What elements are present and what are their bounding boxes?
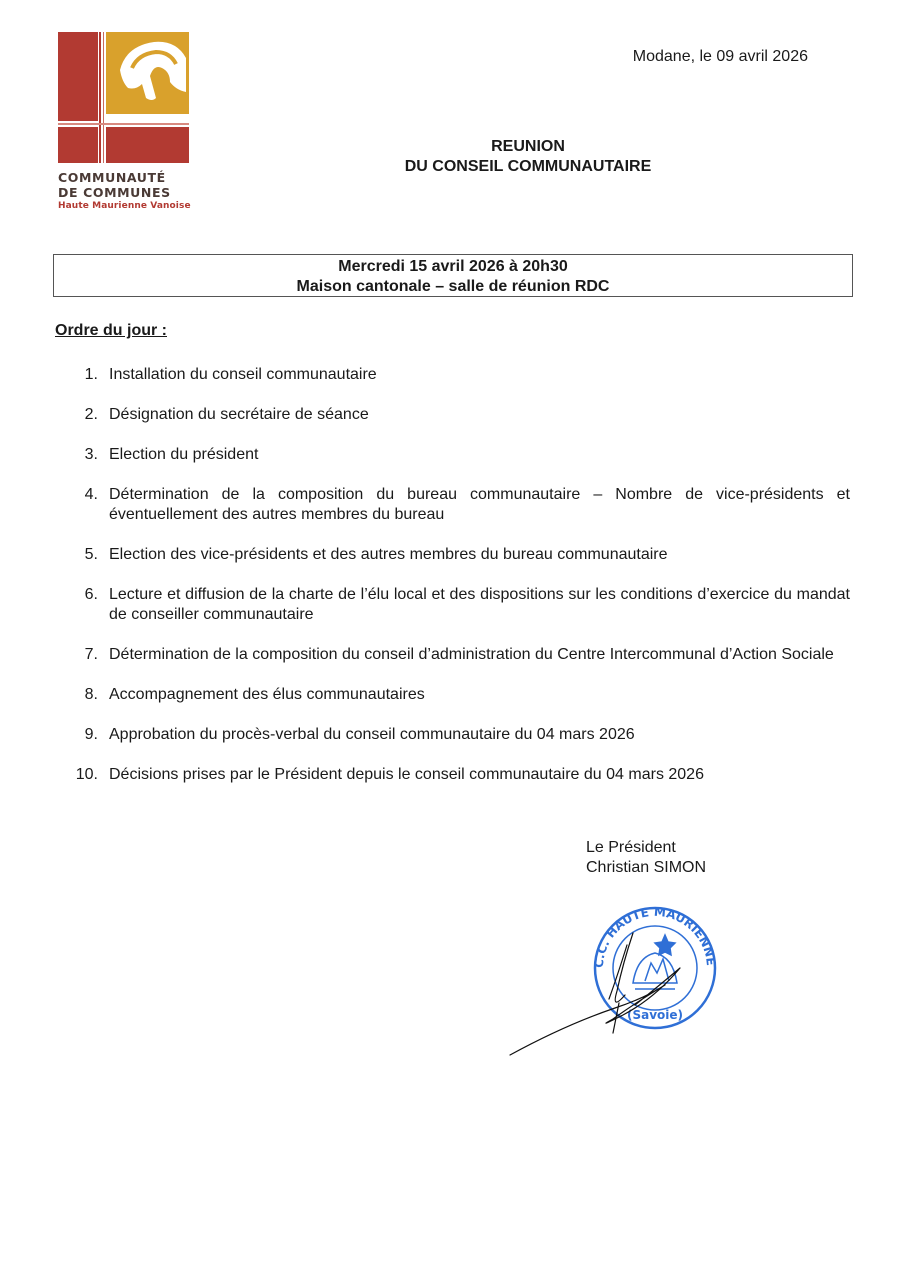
logo-subtitle: Haute Maurienne Vanoise [58, 201, 191, 211]
agenda-item-text: Installation du conseil communautaire [109, 366, 377, 383]
agenda-item [70, 645, 850, 665]
agenda-item [70, 545, 850, 565]
agenda-item-number: 6. [84, 586, 98, 603]
agenda-item-text: Election des vice-présidents et des autres membres du bureau communautaire [109, 546, 668, 563]
signer-name: Christian SIMON [586, 859, 707, 876]
meeting-location: Maison cantonale – salle de réunion RDC [296, 278, 610, 295]
agenda-item [70, 765, 850, 785]
agenda-heading: Ordre du jour : [55, 322, 167, 339]
agenda-item-number: 7. [84, 646, 98, 663]
agenda-item-text: Détermination de la composition du conseil d’administration du Centre Intercommunal d’Action Sociale [109, 646, 834, 663]
agenda-item-text: Approbation du procès-verbal du conseil communautaire du 04 mars 2026 [109, 726, 635, 743]
agenda-item-text: Election du président [109, 446, 259, 463]
agenda-item-number: 2. [84, 406, 98, 423]
agenda-item-number: 4. [84, 486, 98, 503]
agenda-item-number: 9. [84, 726, 98, 743]
stamp-subtext: (Savoie) [626, 1008, 684, 1022]
agenda-item-number: 5. [84, 546, 98, 563]
agenda-list [70, 365, 850, 805]
title-line-2: DU CONSEIL COMMUNAUTAIRE [404, 158, 652, 175]
agenda-item-number: 1. [84, 366, 98, 383]
agenda-item-text: Désignation du secrétaire de séance [109, 406, 369, 423]
agenda-item [70, 685, 850, 705]
stamp-text: C.C. HAUTE MAURIENNE [591, 904, 719, 969]
logo-line-1: COMMUNAUTÉ [58, 170, 166, 185]
date-line: Modane, le 09 avril 2026 [632, 48, 808, 65]
agenda-item [70, 365, 850, 385]
agenda-item [70, 445, 850, 465]
stamp-emblem-icon [633, 935, 677, 989]
agenda-item [70, 485, 850, 525]
agenda-item [70, 585, 850, 625]
signer-role: Le Président [586, 839, 676, 856]
agenda-item-text: Détermination de la composition du bureau communautaire – Nombre de vice-présidents et éventuellement des autres membres du bureau [109, 486, 850, 523]
meeting-info-box [53, 254, 853, 297]
official-stamp-and-signature [505, 893, 720, 1063]
agenda-item-text: Accompagnement des élus communautaires [109, 686, 425, 703]
meeting-datetime: Mercredi 15 avril 2026 à 20h30 [338, 258, 568, 275]
title-line-1: REUNION [491, 138, 565, 155]
agenda-item-number: 8. [84, 686, 98, 703]
agenda-item [70, 725, 850, 745]
organization-logo [58, 32, 192, 211]
document-title [0, 137, 900, 177]
agenda-item [70, 405, 850, 425]
stamp-inner-ring [613, 926, 697, 1010]
agenda-item-number: 3. [84, 446, 98, 463]
logo-line-2: DE COMMUNES [58, 185, 171, 200]
agenda-item-text: Lecture et diffusion de la charte de l’élu local et des dispositions sur les conditions d’exercice du mandat de conseiller communautaire [109, 586, 850, 623]
agenda-item-number: 10. [75, 766, 98, 783]
signature-block [586, 838, 706, 878]
agenda-item-text: Décisions prises par le Président depuis le conseil communautaire du 04 mars 2026 [109, 766, 704, 783]
